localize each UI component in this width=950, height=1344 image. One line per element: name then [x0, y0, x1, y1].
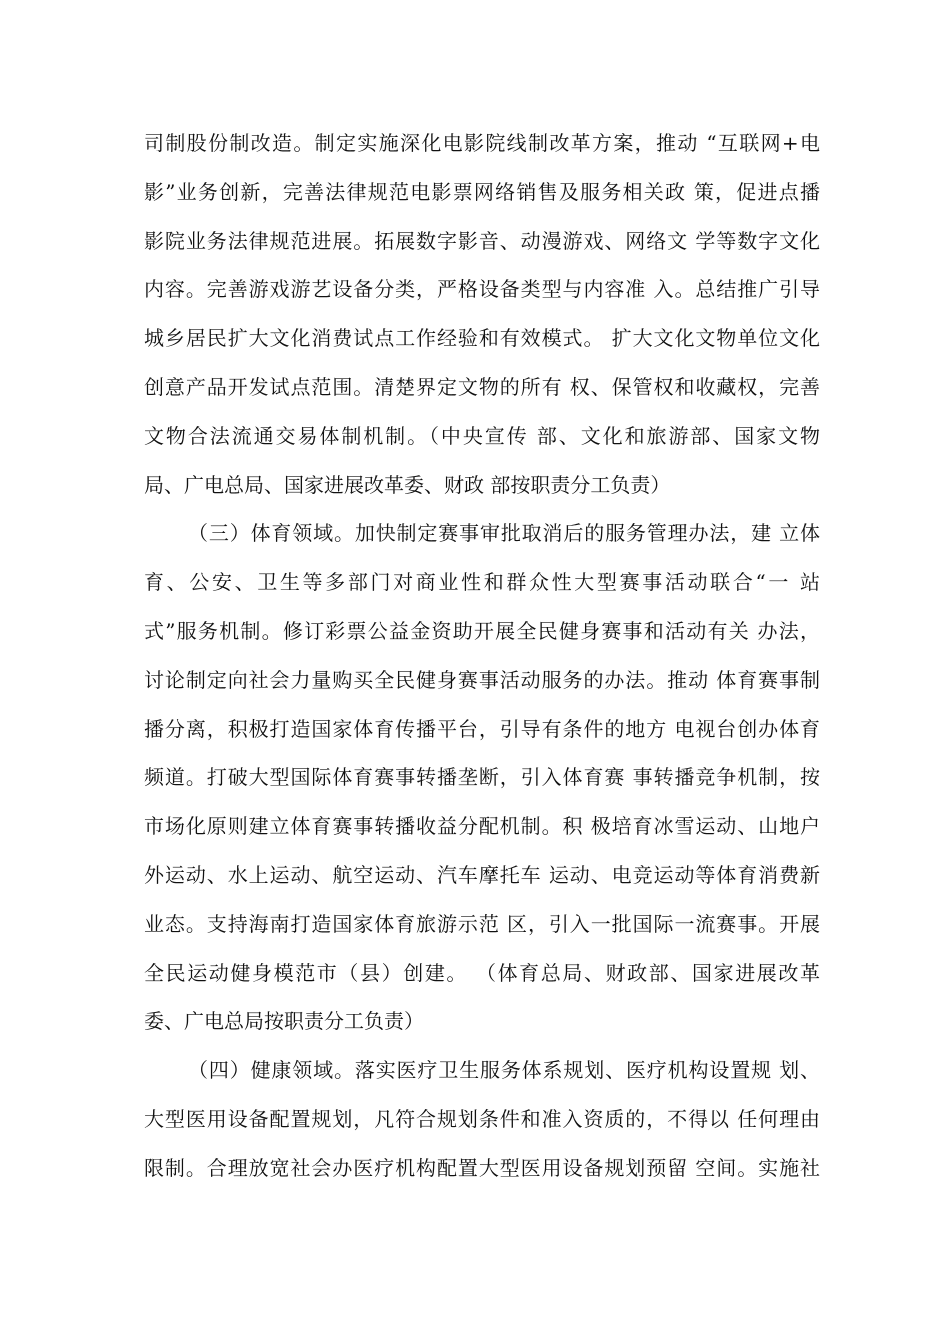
text-line: 影”业务创新，完善法律规范电影票网络销售及服务相关政 策，促进点播 — [144, 179, 820, 204]
text-line: 限制。合理放宽社会办医疗机构配置大型医用设备规划预留 空间。实施社 — [144, 1155, 820, 1180]
text-line: 播分离，积极打造国家体育传播平台，引导有条件的地方 电视台创办体育 — [144, 716, 820, 741]
text-line: 式”服务机制。修订彩票公益金资助开展全民健身赛事和活动有关 办法， — [144, 618, 820, 643]
text-line: 城乡居民扩大文化消费试点工作经验和有效模式。 扩大文化文物单位文化 — [144, 326, 820, 351]
text-line: 讨论制定向社会力量购买全民健身赛事活动服务的办法。推动 体育赛事制 — [144, 667, 820, 692]
text-line: 业态。支持海南打造国家体育旅游示范 区，引入一批国际一流赛事。开展 — [144, 911, 820, 936]
text-line: 文物合法流通交易体制机制。（中央宣传 部、文化和旅游部、国家文物 — [144, 423, 820, 448]
text-line: 外运动、水上运动、航空运动、汽车摩托车 运动、电竞运动等体育消费新 — [144, 862, 820, 887]
text-line: 频道。打破大型国际体育赛事转播垄断，引入体育赛 事转播竞争机制，按 — [144, 765, 820, 790]
text-line: （三）体育领域。加快制定赛事审批取消后的服务管理办法，建 立体 — [188, 521, 820, 546]
body-text — [144, 119, 820, 1193]
text-line: 司制股份制改造。制定实施深化电影院线制改革方案，推动 “互联网+电 — [144, 131, 820, 155]
text-line: 内容。完善游戏游艺设备分类，严格设备类型与内容准 入。总结推广引导 — [144, 277, 820, 302]
text-line: （四）健康领域。落实医疗卫生服务体系规划、医疗机构设置规 划、 — [188, 1058, 820, 1083]
text-line: 育、公安、卫生等多部门对商业性和群众性大型赛事活动联合“一 站 — [144, 570, 820, 595]
text-line: 全民运动健身模范市（县）创建。 （体育总局、财政部、国家进展改革 — [144, 960, 820, 985]
text-line: 市场化原则建立体育赛事转播收益分配机制。积 极培育冰雪运动、山地户 — [144, 814, 820, 839]
text-line: 影院业务法律规范进展。拓展数字影音、动漫游戏、网络文 学等数字文化 — [144, 228, 820, 253]
text-line: 创意产品开发试点范围。清楚界定文物的所有 权、保管权和收藏权，完善 — [144, 374, 820, 399]
text-line: 委、广电总局按职责分工负责） — [144, 1009, 424, 1034]
text-line: 局、广电总局、国家进展改革委、财政 部按职责分工负责） — [144, 472, 671, 497]
text-line: 大型医用设备配置规划，凡符合规划条件和准入资质的，不得以 任何理由 — [144, 1106, 820, 1131]
